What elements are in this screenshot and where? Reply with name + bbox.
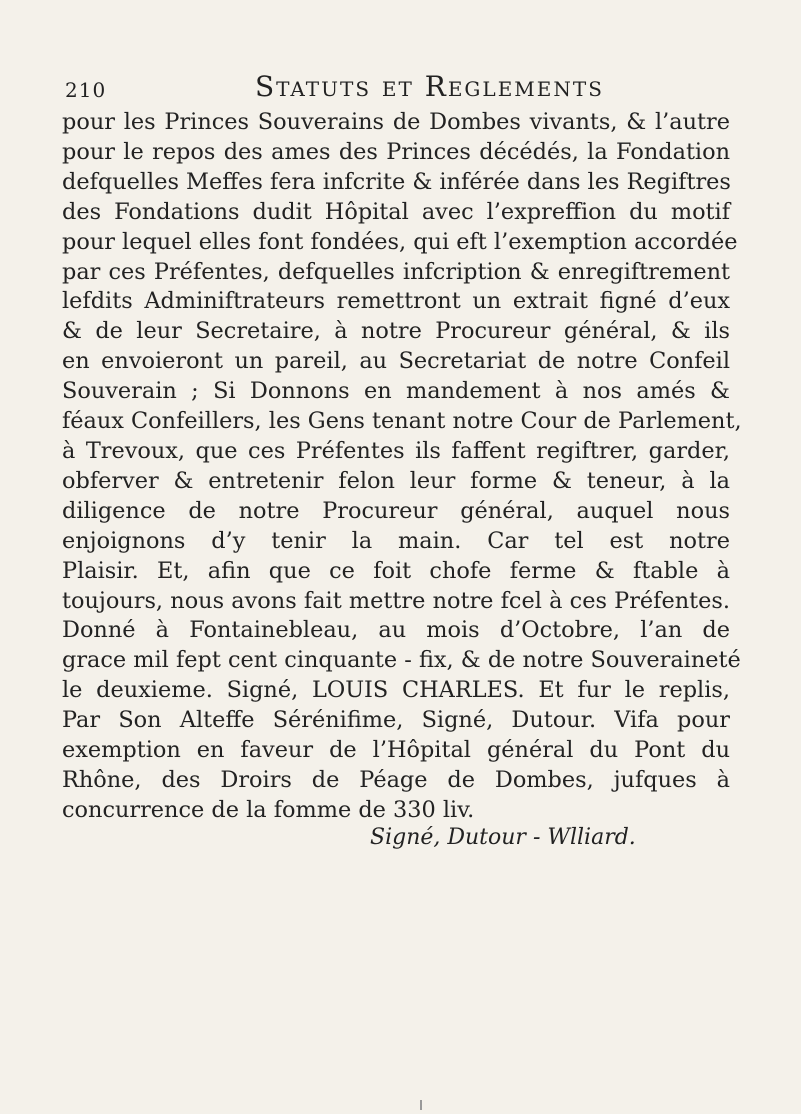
text-line: le deuxieme. Signé, LOUIS CHARLES. Et fur le replis,: [62, 677, 730, 704]
text-line: toujours, nous avons fait mettre notre fcel à ces Préfentes.: [62, 587, 730, 614]
text-line: lefdits Adminiftrateurs remettront un extrait figné d’eux: [62, 288, 730, 315]
text-line: en envoieront un pareil, au Secretariat de notre Confeil: [62, 348, 730, 375]
text-line: defquelles Meffes fera infcrite & inférée dans les Regiftres: [62, 168, 731, 195]
text-line: Rhône, des Droirs de Péage de Dombes, jufques à: [62, 766, 730, 793]
text-line: à Trevoux, que ces Préfentes ils faffent regiftrer, garder,: [62, 437, 730, 464]
text-line: Plaisir. Et, afin que ce foit chofe ferme & ftable à: [62, 557, 730, 584]
body-text: [62, 108, 742, 826]
text-line: Donné à Fontainebleau, au mois d’Octobre, l’an de: [62, 617, 730, 644]
running-title: Statuts et Reglements: [255, 70, 604, 103]
text-line: obferver & entretenir felon leur forme & teneur, à la: [62, 467, 730, 494]
text-line: Par Son Alteffe Sérénifime, Signé, Dutour. Vifa pour: [62, 707, 730, 734]
text-line: concurrence de la fomme de 330 liv.: [62, 796, 475, 823]
margin-mark: [420, 1100, 422, 1110]
text-line: des Fondations dudit Hôpital avec l’expreffion du motif: [62, 198, 730, 225]
text-line: diligence de notre Procureur général, auquel nous: [62, 497, 730, 524]
text-line: Souverain ; Si Donnons en mandement à nos amés &: [62, 378, 730, 405]
text-line: grace mil fept cent cinquante - fix, & de notre Souveraineté: [62, 647, 741, 674]
text-line: pour le repos des ames des Princes décédés, la Fondation: [62, 138, 730, 165]
text-line: par ces Préfentes, defquelles infcription & enregiftrement: [62, 258, 730, 285]
page-number: 210: [65, 78, 107, 102]
closing-signature: Signé, Dutour - Wlliard.: [370, 825, 636, 850]
text-line: enjoignons d’y tenir la main. Car tel est notre: [62, 527, 730, 554]
text-line: féaux Confeillers, les Gens tenant notre Cour de Parlement,: [62, 408, 742, 435]
text-line: exemption en faveur de l’Hôpital général du Pont du: [62, 737, 730, 764]
text-line: & de leur Secretaire, à notre Procureur général, & ils: [62, 318, 730, 345]
text-line: pour les Princes Souverains de Dombes vivants, & l’autre: [62, 109, 730, 135]
page-header: [55, 70, 755, 110]
text-line: pour lequel elles font fondées, qui eft l’exemption accordée: [62, 228, 738, 255]
